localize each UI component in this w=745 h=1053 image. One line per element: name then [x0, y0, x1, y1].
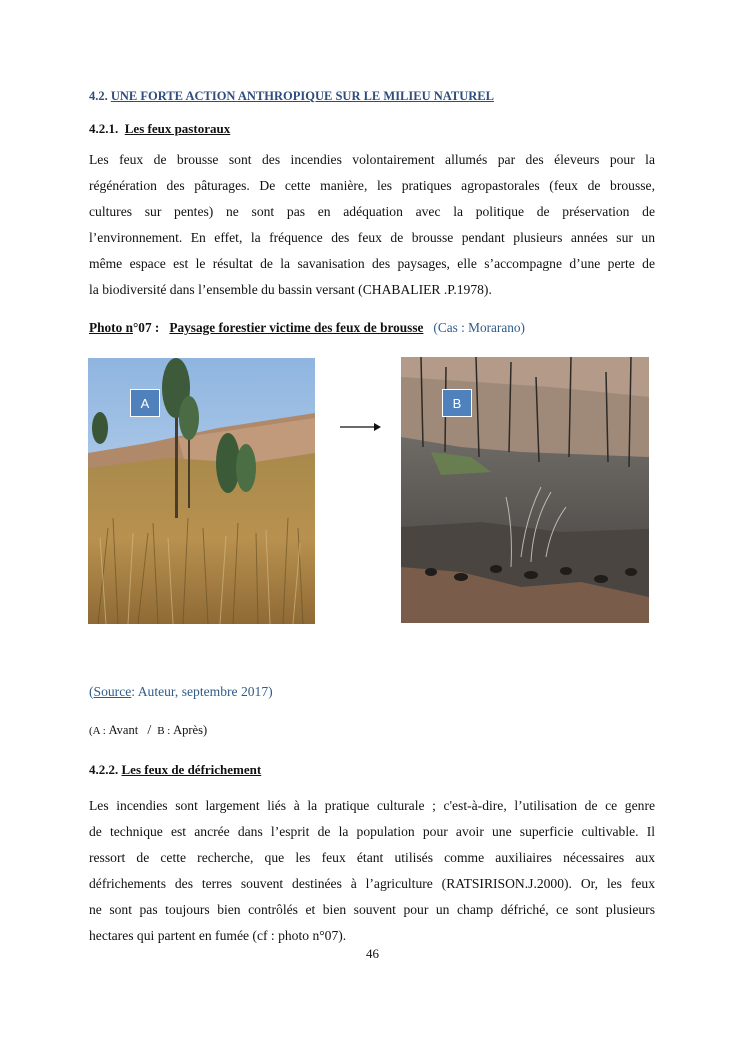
photo-caption-title: Paysage forestier victime des feux de brousse: [169, 320, 424, 335]
text-line: Les feux de brousse sont des incendies volontairement allumés par des éleveurs pour la: [89, 152, 655, 167]
photo-b-after-fire: [401, 357, 649, 623]
source-word: Source: [93, 684, 132, 699]
text-line: la biodiversité dans l’ensemble du bassin versant (CHABALIER .P.1978).: [89, 282, 492, 297]
text-line: l’environnement. En effet, la fréquence des feux de brousse pendant plusieurs années sur un: [89, 230, 655, 245]
subsection-heading-2: [89, 762, 261, 778]
photo-caption-case: (Cas : Morarano): [433, 320, 525, 335]
text-line: défrichements des terres souvent destinées à l’agriculture (RATSIRISON.J.2000). Or, les feux: [89, 876, 655, 891]
section-heading: [89, 89, 494, 104]
legend-apres: Après): [173, 723, 208, 737]
text-line: ressort de cette recherche, que les feux étant utilisés comme auxiliaires nécessaires aux: [89, 850, 655, 865]
subsection-number: 4.2.1.: [89, 121, 119, 136]
photo-b-label: B: [442, 389, 472, 417]
page-number: 46: [366, 946, 379, 961]
text-line: hectares qui partent en fumée (cf : photo n°07).: [89, 928, 347, 943]
subsection-title: Les feux de défrichement: [121, 762, 262, 777]
paragraph-feux-pastoraux: [89, 147, 655, 303]
photo-a-before-fire: [88, 358, 315, 624]
subsection-title: Les feux pastoraux: [124, 121, 231, 136]
arrow-icon: [340, 420, 382, 439]
section-number: 4.2.: [89, 89, 108, 103]
legend-avant: Avant: [108, 723, 139, 737]
text-line: cultures sur pentes) ne sont pas en adéquation avec la politique de préservation de: [89, 204, 655, 219]
photo-caption: [89, 320, 525, 336]
photo-legend: (A : Avant / B : Après): [89, 723, 208, 738]
photo-a-label: A: [130, 389, 160, 417]
photo-caption-prefix: Photo n°07 :: [89, 320, 160, 335]
text-line: Les incendies sont largement liés à la pratique culturale ; c'est-à-dire, l’utilisation de ce genre: [89, 798, 655, 813]
text-line: ne sont pas toujours bien contrôlés et bien souvent pour un champ défriché, ce sont plusieurs: [89, 902, 655, 917]
photo-source: (Source: Auteur, septembre 2017): [89, 684, 273, 699]
text-line: même espace est le résultat de la savanisation des paysages, elle s’accompagne d’une perte de: [89, 256, 655, 271]
text-line: régénération des pâturages. De cette manière, les pratiques agropastorales (feux de brousse,: [89, 178, 655, 193]
subsection-number: 4.2.2.: [89, 762, 119, 777]
text-line: de technique est ancrée dans l’esprit de la population pour avoir une superficie cultivable. Il: [89, 824, 655, 839]
section-title: UNE FORTE ACTION ANTHROPIQUE SUR LE MILIEU NATUREL: [110, 89, 494, 103]
paragraph-feux-defrichement: [89, 793, 655, 949]
subsection-heading-1: [89, 121, 230, 137]
